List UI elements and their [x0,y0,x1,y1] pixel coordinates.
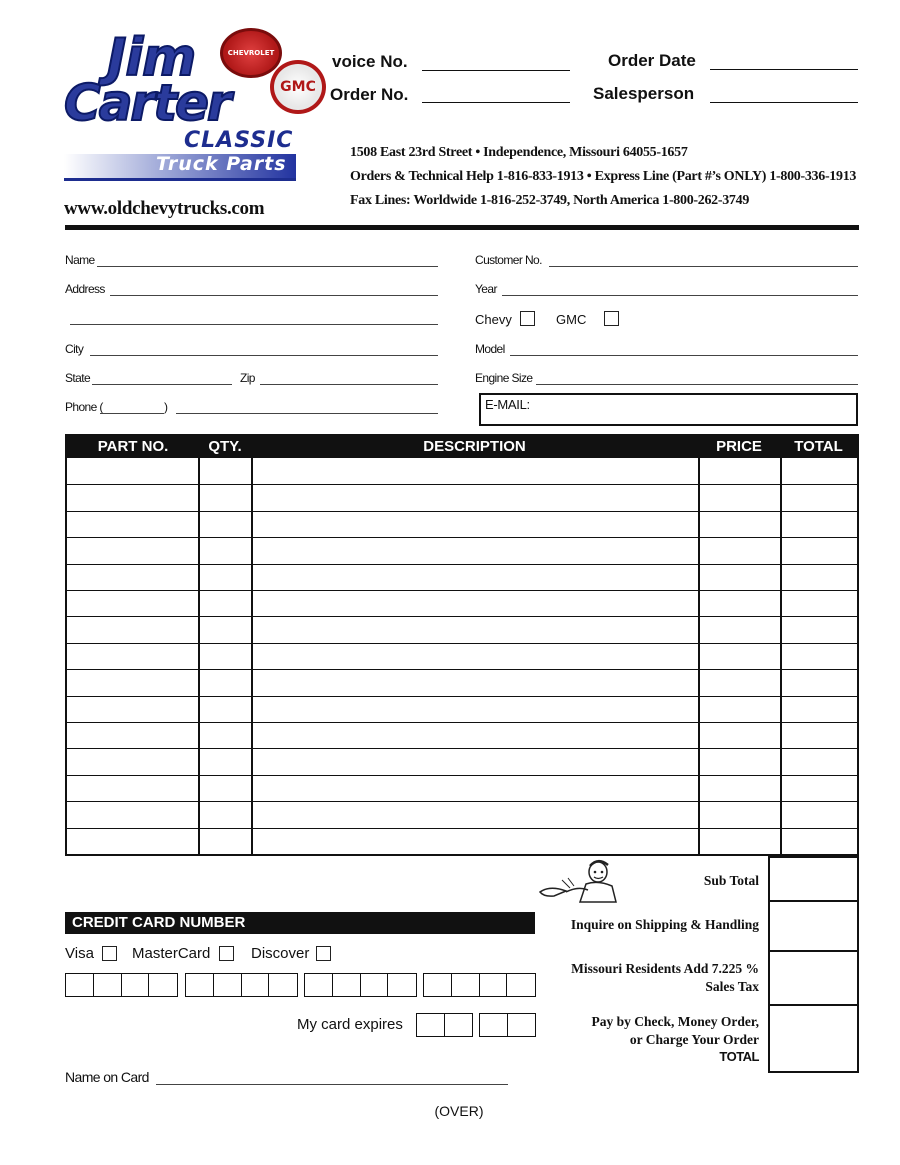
phone-paren-close: ) [164,400,168,414]
shipping-label: Inquire on Shipping & Handling [570,917,759,932]
card-number-group-3[interactable] [304,973,417,997]
table-row-divider [67,748,857,749]
sales-tax-box[interactable] [768,950,859,1006]
table-row-divider [67,643,857,644]
card-digit-box[interactable] [361,974,389,996]
logo-text-carter: Carter [64,74,230,132]
card-digit-box[interactable] [305,974,333,996]
card-digit-box[interactable] [388,974,416,996]
discover-checkbox[interactable] [316,946,331,961]
parts-table-header [67,436,857,458]
invoice-no-field[interactable] [422,70,570,71]
order-date-field[interactable] [710,69,858,70]
col-divider [251,436,253,854]
table-row-divider [67,537,857,538]
col-header-price: PRICE [716,438,762,455]
chevy-checkbox[interactable] [520,311,535,326]
name-on-card-label: Name on Card [65,1069,149,1085]
card-digit-box[interactable] [452,974,480,996]
year-field[interactable] [502,295,858,296]
card-digit-box[interactable] [214,974,242,996]
card-digit-box[interactable] [149,974,177,996]
table-row-divider [67,669,857,670]
expiry-digit-box[interactable] [480,1014,508,1036]
shipping-box[interactable] [768,900,859,952]
grand-total-box[interactable] [768,1004,859,1073]
card-digit-box[interactable] [507,974,535,996]
mastercard-label: MasterCard [132,945,211,962]
col-divider [698,436,700,854]
state-label: State [65,371,91,385]
fax-line: Fax Lines: Worldwide 1-816-252-3749, North America 1-800-262-3749 [350,193,750,208]
gmc-label: GMC [556,312,587,327]
engine-size-field[interactable] [536,384,858,385]
total-label: TOTAL [719,1049,759,1064]
expiry-digit-box[interactable] [445,1014,472,1036]
chevrolet-badge-icon: CHEVROLET [220,28,282,78]
table-row-divider [67,722,857,723]
discover-label: Discover [251,945,310,962]
card-digit-box[interactable] [269,974,297,996]
email-label: E-MAIL: [485,397,530,412]
chevy-label: Chevy [475,312,512,327]
table-row-divider [67,590,857,591]
card-number-group-2[interactable] [185,973,298,997]
card-digit-box[interactable] [333,974,361,996]
visa-label: Visa [65,945,94,962]
name-label: Name [65,253,95,267]
credit-card-heading: CREDIT CARD NUMBER [65,912,535,934]
order-no-field[interactable] [422,102,570,103]
invoice-no-label: voice No. [332,52,408,71]
pay-label-line2: or Charge Your Order [629,1032,759,1047]
email-field[interactable] [479,393,858,426]
card-digit-box[interactable] [480,974,508,996]
over-note: (OVER) [434,1103,484,1119]
logo-text-classic: CLASSIC [184,128,294,153]
tax-label-line1: Missouri Residents Add 7.225 % [571,961,759,976]
table-row-divider [67,511,857,512]
col-divider [198,436,200,854]
orders-phone-line: Orders & Technical Help 1-816-833-1913 • Express Line (Part #’s ONLY) 1-800-336-1913 [350,169,857,184]
card-digit-box[interactable] [94,974,122,996]
mastercard-checkbox[interactable] [219,946,234,961]
expiry-digit-box[interactable] [417,1014,445,1036]
card-digit-box[interactable] [66,974,94,996]
parts-table [65,434,859,856]
company-logo [62,28,332,188]
customer-no-field[interactable] [549,266,858,267]
address-field-1[interactable] [110,295,438,296]
visa-checkbox[interactable] [102,946,117,961]
salesperson-label: Salesperson [593,84,695,103]
tax-label-line2: Sales Tax [705,979,759,994]
gmc-checkbox[interactable] [604,311,619,326]
sub-total-label: Sub Total [703,873,759,888]
logo-text-truck-parts: Truck Parts [156,153,287,175]
website-link[interactable]: www.oldchevytrucks.com [64,198,265,219]
salesperson-field[interactable] [710,102,858,103]
table-row-divider [67,801,857,802]
zip-label: Zip [240,371,255,385]
name-field[interactable] [97,266,438,267]
expiry-digit-box[interactable] [508,1014,535,1036]
card-digit-box[interactable] [122,974,150,996]
name-on-card-field[interactable] [156,1084,508,1085]
card-digit-box[interactable] [242,974,270,996]
zip-field[interactable] [260,384,438,385]
model-label: Model [475,342,505,356]
card-number-group-4[interactable] [423,973,536,997]
year-label: Year [475,282,497,296]
phone-label: Phone ( [65,400,103,414]
table-row-divider [67,828,857,829]
customer-no-label: Customer No. [475,253,542,267]
sub-total-box[interactable] [768,856,859,902]
order-date-label: Order Date [608,51,696,70]
col-header-part-no: PART NO. [97,438,169,455]
header-divider [65,225,859,230]
phone-number-field[interactable] [176,413,438,414]
address-field-2[interactable] [70,324,438,325]
col-header-total: TOTAL [794,438,843,455]
company-address: 1508 East 23rd Street • Independence, Missouri 64055-1657 [350,145,688,160]
card-digit-box[interactable] [186,974,214,996]
card-number-group-1[interactable] [65,973,178,997]
col-header-description: DESCRIPTION [423,438,526,455]
table-row-divider [67,696,857,697]
model-field[interactable] [510,355,858,356]
logo-banner-underline [64,178,296,181]
table-row-divider [67,484,857,485]
pay-label-line1: Pay by Check, Money Order, [591,1014,759,1029]
state-field[interactable] [92,384,232,385]
engine-size-label: Engine Size [475,371,533,385]
col-header-qty: QTY. [208,438,242,455]
phone-area-code-field[interactable] [100,413,164,414]
city-label: City [65,342,84,356]
order-no-label: Order No. [330,85,409,104]
gmc-badge-icon: GMC [270,60,326,114]
expiry-month-boxes[interactable] [416,1013,473,1037]
address-label: Address [65,282,105,296]
card-expires-label: My card expires [297,1016,403,1033]
table-row-divider [67,775,857,776]
city-field[interactable] [90,355,438,356]
logo-text-jim: Jim [107,28,196,88]
expiry-year-boxes[interactable] [479,1013,536,1037]
card-digit-box[interactable] [424,974,452,996]
table-row-divider [67,616,857,617]
table-row-divider [67,564,857,565]
col-divider [780,436,782,854]
